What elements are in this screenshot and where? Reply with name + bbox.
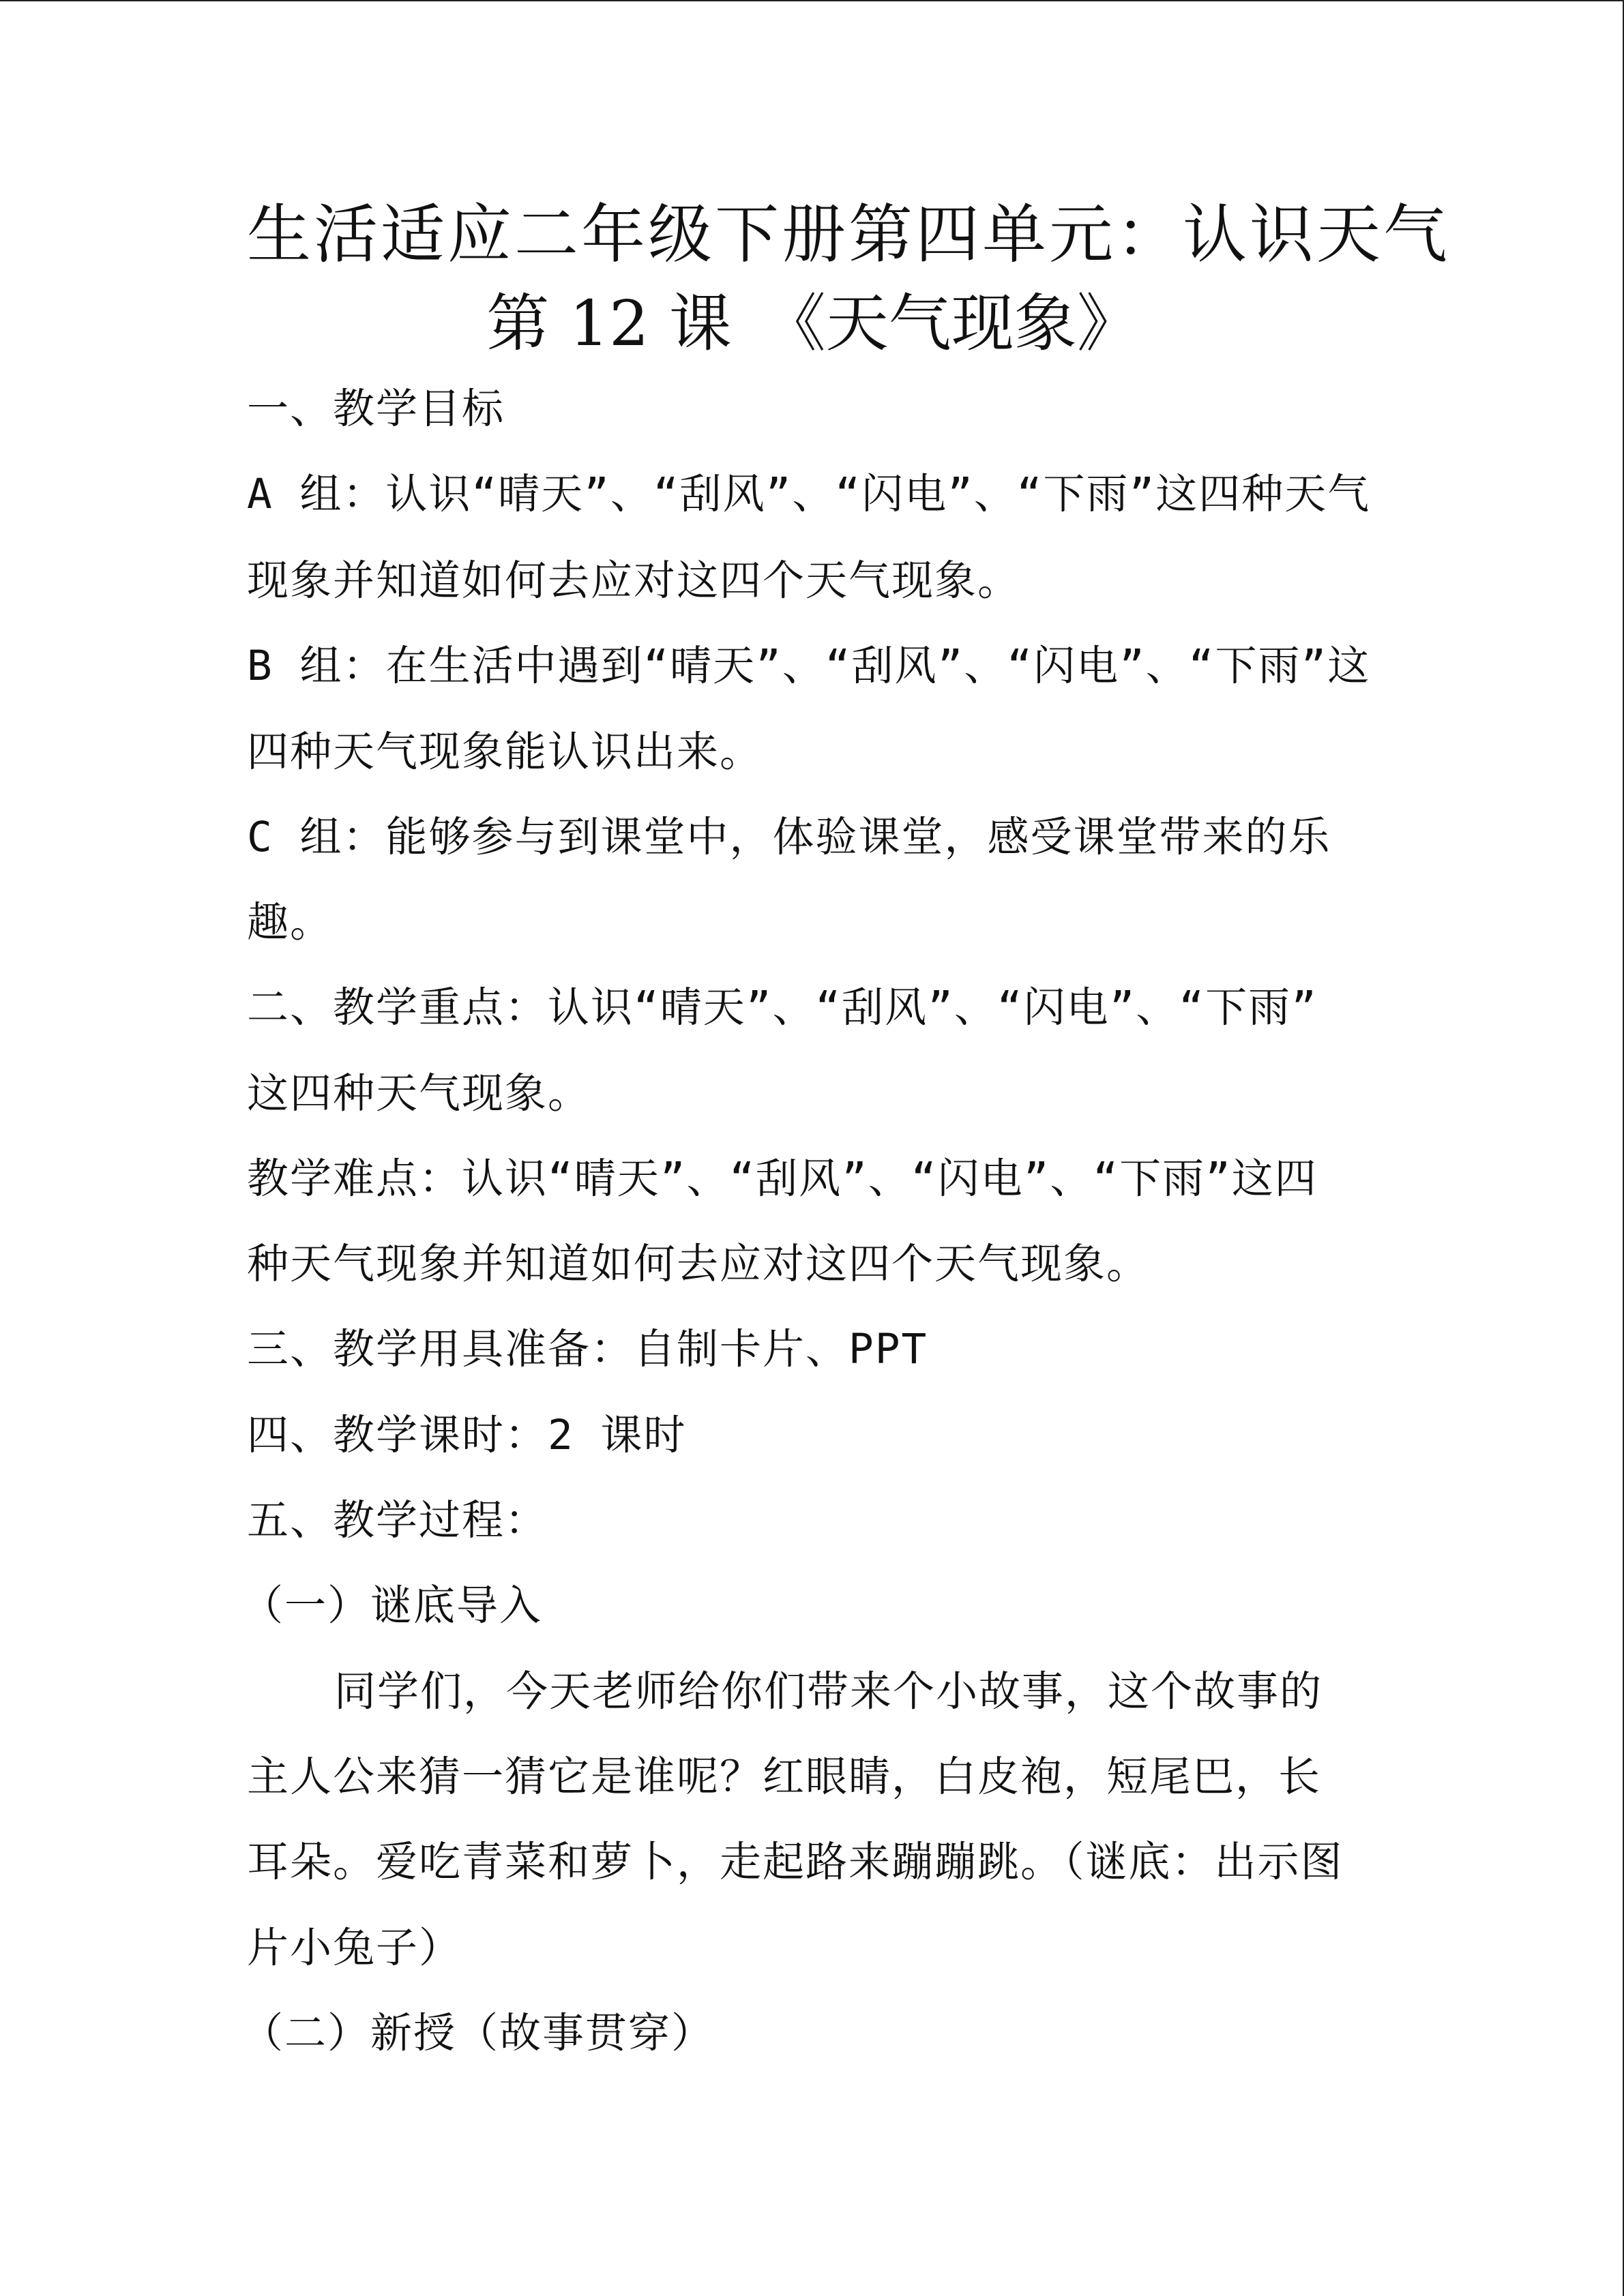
paragraph-line: 主人公来猜一猜它是谁呢？红眼睛，白皮袍，短尾巴，长 bbox=[247, 1753, 1322, 1801]
lesson-title: 第 12 课 《天气现象》 bbox=[486, 287, 1140, 360]
paragraph-line: B 组：在生活中遇到“晴天”、“刮风”、“闪电”、“下雨”这 bbox=[247, 642, 1371, 690]
section-heading-key-points: 二、教学重点：认识“晴天”、“刮风”、“闪电”、“下雨” bbox=[247, 983, 1318, 1032]
paragraph-line: 现象并知道如何去应对这四个天气现象。 bbox=[247, 556, 1021, 605]
subsection-heading-intro: （一）谜底导入 bbox=[241, 1581, 543, 1630]
paragraph-line: A 组：认识“晴天”、“刮风”、“闪电”、“下雨”这四种天气 bbox=[247, 470, 1371, 518]
paragraph-line: 片小兔子） bbox=[247, 1924, 462, 1972]
section-heading-process: 五、教学过程： bbox=[247, 1496, 548, 1545]
subsection-heading-new-lesson: （二）新授（故事贯穿） bbox=[241, 2009, 715, 2057]
paragraph-line: 这四种天气现象。 bbox=[247, 1069, 591, 1118]
paragraph-line: 教学难点：认识“晴天”、“刮风”、“闪电”、“下雨”这四 bbox=[247, 1154, 1318, 1203]
section-heading-periods: 四、教学课时：2 课时 bbox=[247, 1411, 687, 1459]
paragraph-line: 趣。 bbox=[247, 898, 334, 946]
paragraph-line: 种天气现象并知道如何去应对这四个天气现象。 bbox=[247, 1240, 1150, 1288]
section-heading-materials: 三、教学用具准备：自制卡片、PPT bbox=[247, 1325, 928, 1373]
paragraph-line: 同学们，今天老师给你们带来个小故事，这个故事的 bbox=[334, 1667, 1323, 1716]
paragraph-line: C 组：能够参与到课堂中，体验课堂，感受课堂带来的乐 bbox=[247, 813, 1331, 861]
section-heading-objectives: 一、教学目标 bbox=[247, 385, 505, 433]
document-title: 生活适应二年级下册第四单元：认识天气 bbox=[247, 198, 1451, 272]
paragraph-line: 耳朵。爱吃青菜和萝卜，走起路来蹦蹦跳。（谜底：出示图 bbox=[247, 1838, 1344, 1886]
paragraph-line: 四种天气现象能认识出来。 bbox=[247, 728, 763, 776]
